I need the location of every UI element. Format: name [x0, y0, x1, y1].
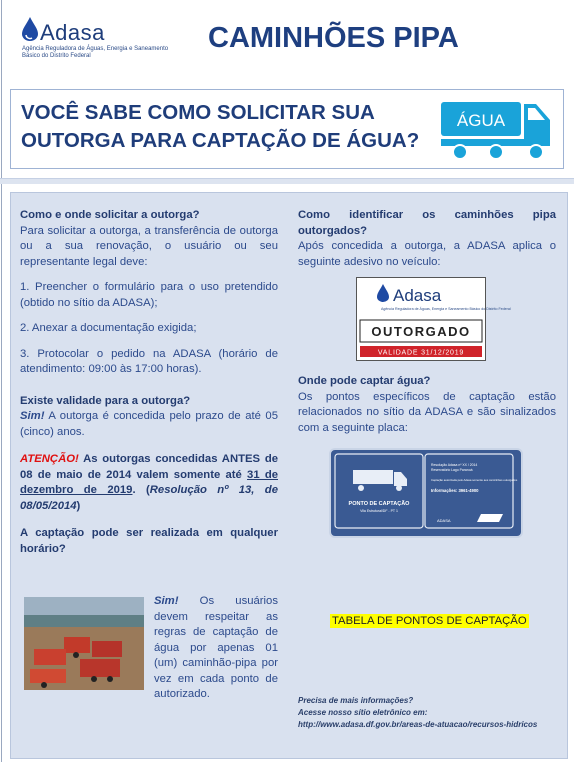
more-info-access: Acesse nosso sítio eletrônico em: [298, 708, 428, 717]
any-time-yes: Sim! [154, 595, 179, 607]
water-drop-icon [20, 16, 40, 42]
outorgado-sticker [356, 277, 511, 361]
any-time-text: Os usuários devem respeitar as regras de captação de água por apenas 01 (um) caminhão-pipa por vez em cada ponto de autorizado. [154, 595, 278, 700]
sticker-validity: VALIDADE 31/12/2019 [377, 349, 465, 357]
attention-date: 31 de dezembro de 2019 [20, 468, 279, 496]
capture-point-plate [329, 448, 523, 538]
plate-title: PONTO DE CAPTAÇÃO [348, 501, 410, 507]
adasa-logo [16, 14, 169, 64]
question-validity: Existe validade para a outorga? [20, 394, 191, 407]
any-time-answer [154, 594, 278, 703]
where-text: Os pontos específicos de captação estão relacionados no sítio da ADASA e são sinalizados com a seguinte placa: [298, 390, 556, 434]
attention-text-1: As outorgas concedidas ANTES de 08 de maio de 2014 valem somente até [20, 453, 278, 481]
question-identify: Como identificar os caminhões pipa outorgados? [298, 209, 556, 237]
question-where: Onde pode captar água? [298, 375, 431, 387]
more-info [298, 695, 537, 731]
divider [0, 178, 574, 184]
logo-name: Adasa [40, 20, 105, 45]
validity-yes: Sim! [20, 410, 45, 422]
attention-label: ATENÇÃO! [20, 453, 79, 465]
logo-subtitle: Agência Reguladora de Águas, Energia e Saneamento Básico do Distrito Federal [22, 46, 169, 59]
banner-text [21, 99, 421, 155]
attention-text-3: ) [76, 499, 81, 512]
right-column-2 [298, 374, 556, 436]
sticker-label: OUTORGADO [371, 324, 471, 339]
sticker-graphic [357, 278, 511, 360]
plate-resolution: Resolução Adasa nº XX / 2014 [431, 463, 478, 467]
water-truck-icon [438, 90, 562, 168]
plate-graphic [331, 450, 517, 532]
banner-line-2: OUTORGA PARA CAPTAÇÃO DE ÁGUA? [21, 129, 420, 152]
validity-text: A outorga é concedida pelo prazo de até 05 (cinco) anos. [20, 410, 278, 438]
page-title: CAMINHÕES PIPA [208, 22, 459, 54]
plate-subtitle: Vila Estrutural/DF - PT 1 [360, 509, 398, 513]
left-column [20, 208, 278, 557]
step-2: 2. Anexar a documentação exigida; [20, 322, 197, 334]
trucks-photo [24, 597, 144, 690]
banner-line-1: VOCÊ SABE COMO SOLICITAR SUA [21, 101, 375, 124]
step-1: 1. Preencher o formulário para o uso pretendido (obtido no sítio da ADASA); [20, 281, 278, 309]
plate-logo-icon [477, 514, 503, 522]
sticker-brand: Adasa [393, 286, 442, 305]
identify-text: Após concedida a outorga, a ADASA aplica o seguinte adesivo no veículo: [298, 240, 556, 268]
validity-answer [20, 409, 278, 440]
more-info-question: Precisa de mais informações? [298, 696, 414, 705]
plate-phone: Informações: 3961-4900 [431, 488, 479, 493]
attention-resolution: Resolução nº 13, de 08/05/2014 [20, 484, 278, 512]
right-column [298, 208, 556, 270]
attention-text-2: . ( [132, 484, 150, 496]
plate-brand: ADASA [437, 518, 451, 523]
step-3: 3. Protocolar o pedido na ADASA (horário de atendimento: 09:00 às 17:00 horas). [20, 347, 278, 375]
sticker-subtitle: Agência Reguladora de Águas, Energia e Saneamento Básico do Distrito Federal [381, 307, 511, 311]
question-how-where: Como e onde solicitar a outorga? [20, 209, 200, 221]
attention-note [20, 452, 278, 514]
question-any-time: A captação pode ser realizada em qualquer horário? [20, 527, 278, 555]
how-where-text: Para solicitar a outorga, a transferência de outorga ou a sua renovação, o usuário ou seu representante legal deve: [20, 224, 278, 268]
capture-points-table-link[interactable]: TABELA DE PONTOS DE CAPTAÇÃO [332, 615, 527, 627]
plate-authorized: Captação autorizada pelo Adasa somente aos caminhões outorgados [431, 478, 518, 482]
plate-truck-icon [353, 470, 407, 491]
question-banner [10, 89, 564, 169]
more-info-url[interactable]: http://www.adasa.df.gov.br/areas-de-atuacao/recursos-hidricos [298, 720, 538, 729]
truck-label: ÁGUA [456, 111, 506, 130]
plate-reservoir: Reservatório Lago Paranoá [431, 468, 473, 472]
